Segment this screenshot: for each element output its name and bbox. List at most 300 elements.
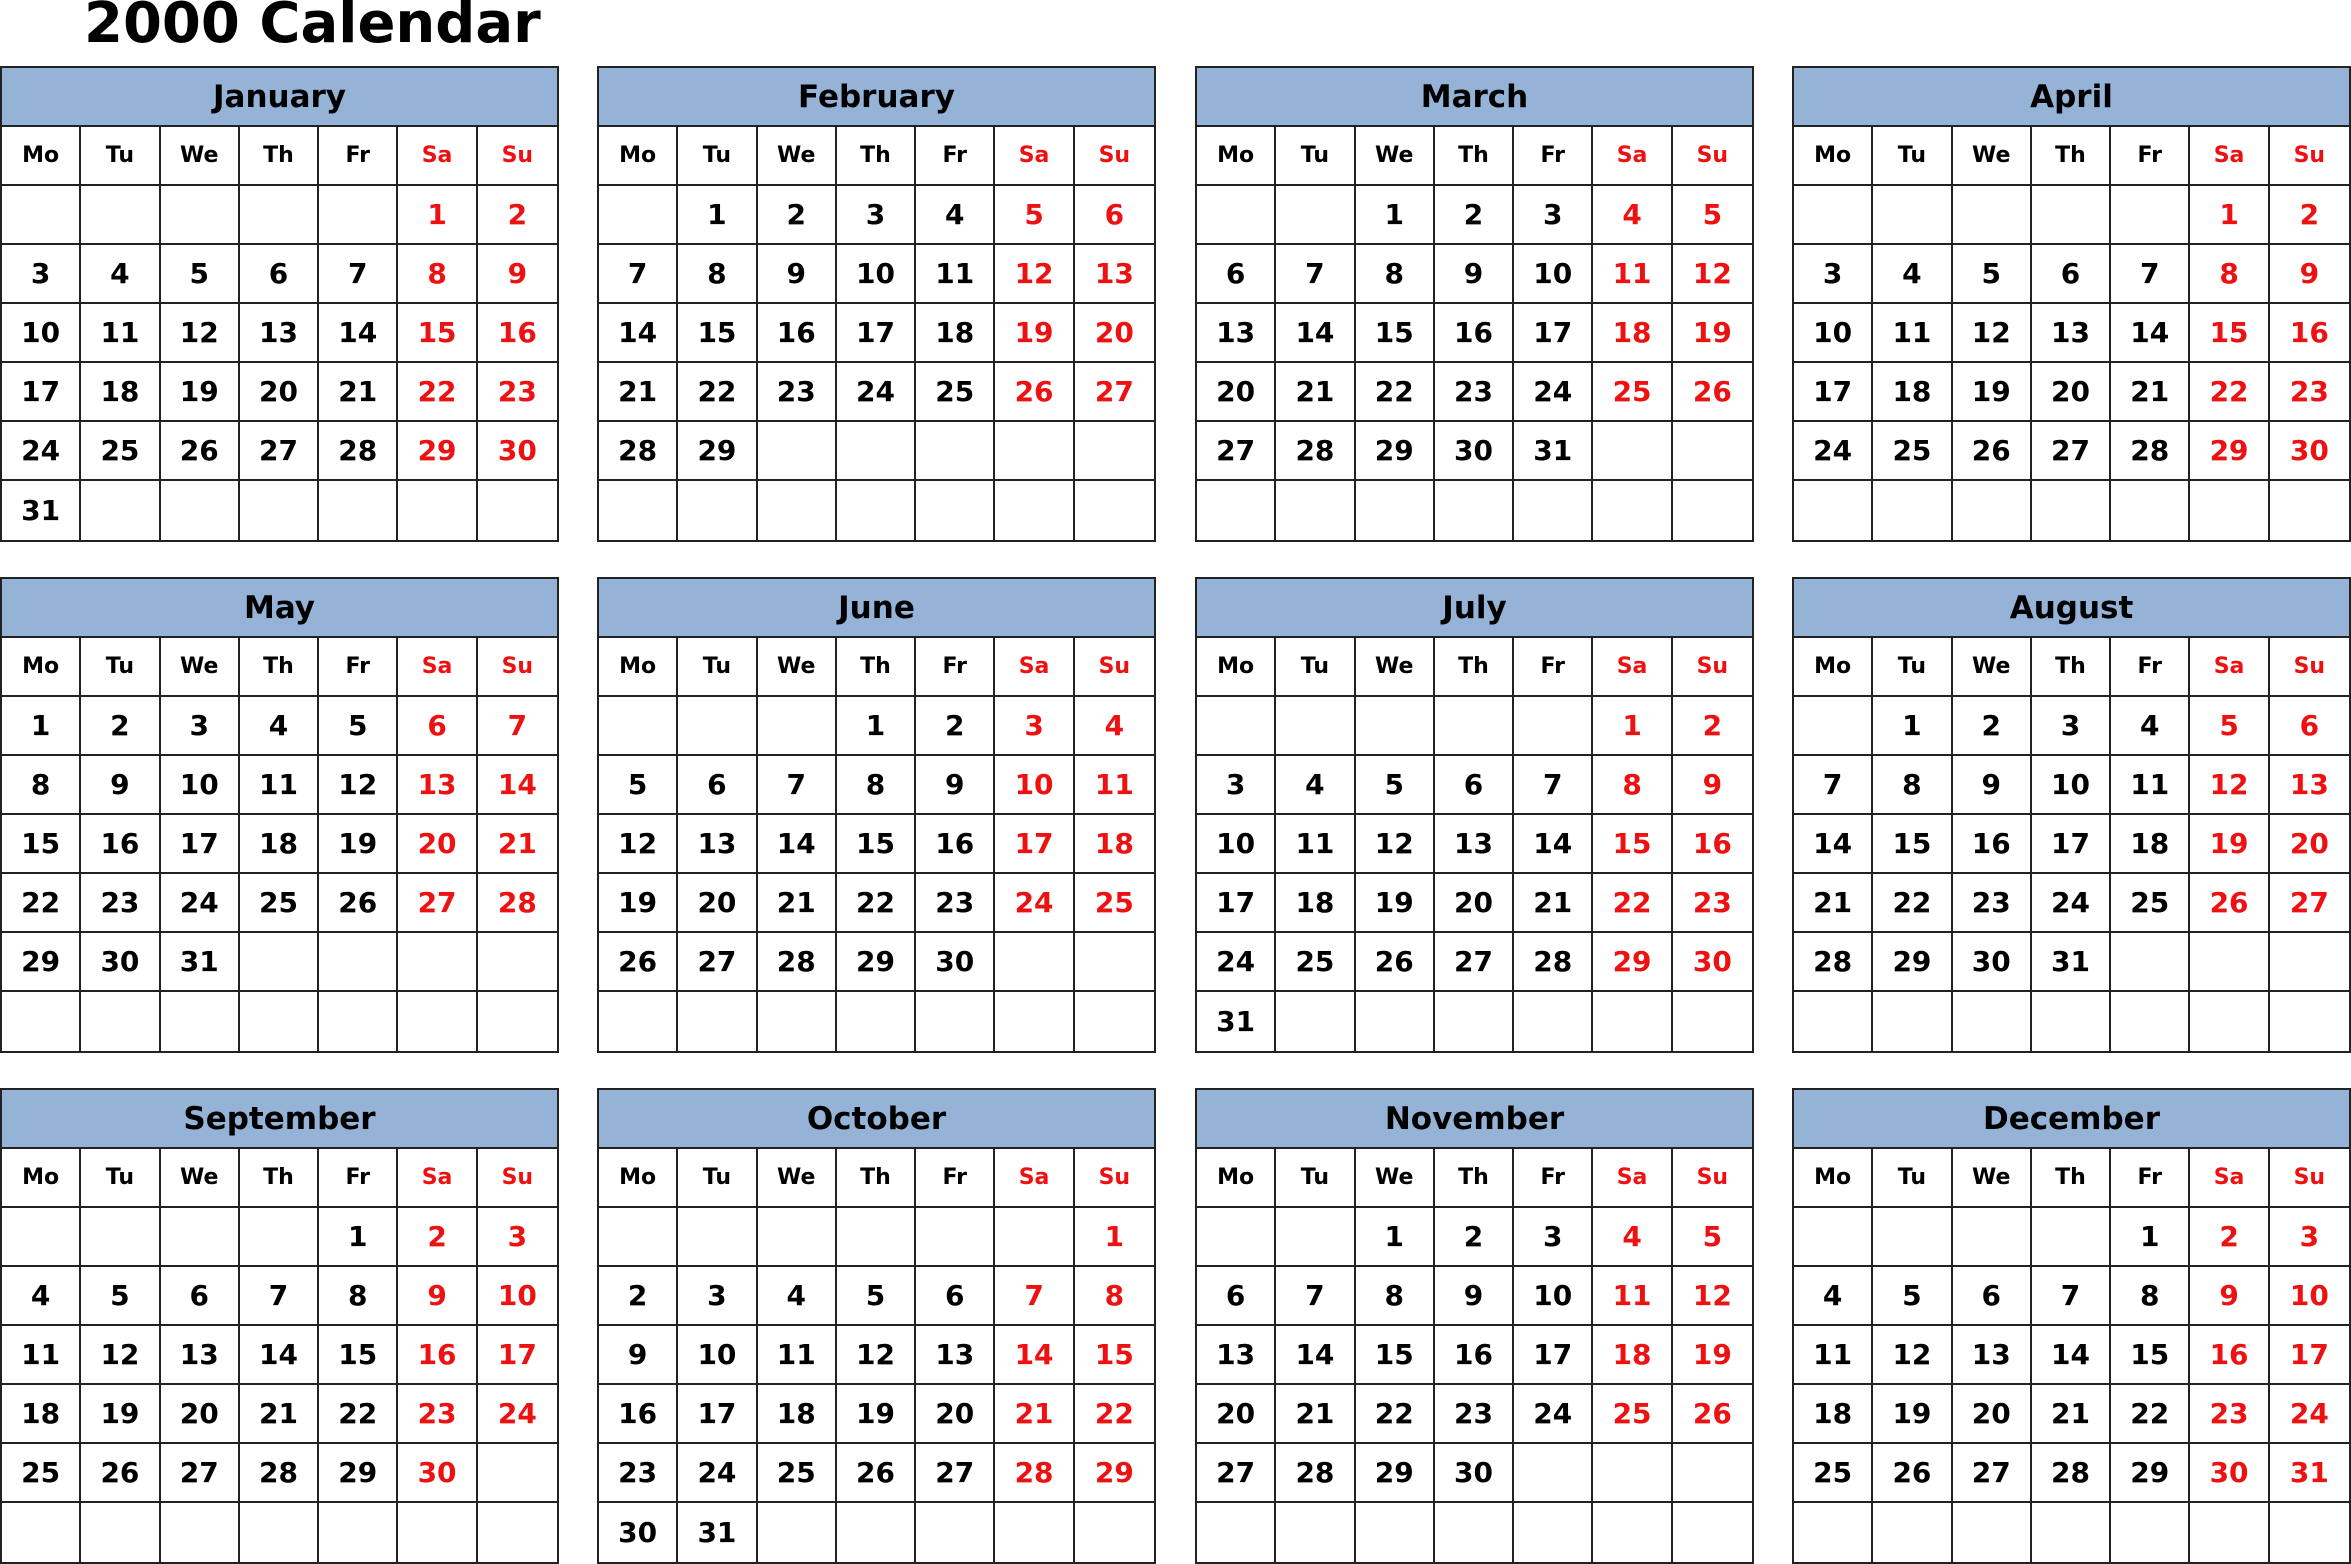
empty-cell [1197, 697, 1276, 756]
empty-cell [1794, 1503, 1873, 1562]
weekday-label: Tu [81, 127, 160, 186]
empty-cell [758, 697, 837, 756]
day-cell: 15 [2190, 304, 2269, 363]
empty-cell [398, 933, 477, 992]
day-cell: 16 [1673, 815, 1752, 874]
day-cell: 27 [240, 422, 319, 481]
day-cell: 19 [161, 363, 240, 422]
day-cell: 21 [995, 1385, 1074, 1444]
weekday-label: Th [240, 127, 319, 186]
day-cell: 30 [81, 933, 160, 992]
empty-cell [478, 933, 557, 992]
day-cell: 30 [2270, 422, 2349, 481]
day-cell: 11 [240, 756, 319, 815]
day-cell: 2 [478, 186, 557, 245]
day-cell: 7 [2111, 245, 2190, 304]
day-cell: 25 [1794, 1444, 1873, 1503]
day-cell: 13 [1953, 1326, 2032, 1385]
day-cell: 6 [1953, 1267, 2032, 1326]
day-cell: 21 [1276, 363, 1355, 422]
empty-cell [240, 186, 319, 245]
empty-cell [1276, 697, 1355, 756]
day-cell: 1 [1356, 186, 1435, 245]
day-cell: 22 [2111, 1385, 2190, 1444]
day-cell: 23 [1435, 1385, 1514, 1444]
day-cell: 10 [2270, 1267, 2349, 1326]
day-cell: 10 [995, 756, 1074, 815]
day-cell: 7 [478, 697, 557, 756]
day-cell: 9 [478, 245, 557, 304]
day-cell: 19 [995, 304, 1074, 363]
day-cell: 15 [398, 304, 477, 363]
day-cell: 28 [758, 933, 837, 992]
day-cell: 20 [2032, 363, 2111, 422]
day-cell: 13 [1075, 245, 1154, 304]
day-cell: 26 [599, 933, 678, 992]
weekday-label: Mo [1197, 638, 1276, 697]
day-cell: 19 [1953, 363, 2032, 422]
empty-cell [1435, 481, 1514, 540]
weekday-label: Tu [678, 638, 757, 697]
empty-cell [1794, 1208, 1873, 1267]
day-cell: 16 [1953, 815, 2032, 874]
day-cell: 20 [2270, 815, 2349, 874]
empty-cell [319, 992, 398, 1051]
weekday-label: Fr [2111, 1149, 2190, 1208]
day-cell: 25 [758, 1444, 837, 1503]
day-cell: 7 [240, 1267, 319, 1326]
day-cell: 7 [2032, 1267, 2111, 1326]
empty-cell [1435, 1503, 1514, 1562]
empty-cell [1356, 697, 1435, 756]
empty-cell [161, 186, 240, 245]
day-cell: 19 [2190, 815, 2269, 874]
day-cell: 14 [319, 304, 398, 363]
day-cell: 29 [319, 1444, 398, 1503]
month-name: January [2, 68, 557, 127]
day-cell: 2 [2270, 186, 2349, 245]
day-cell: 10 [1197, 815, 1276, 874]
day-cell: 22 [1356, 1385, 1435, 1444]
empty-cell [2032, 1503, 2111, 1562]
day-cell: 22 [678, 363, 757, 422]
day-cell: 3 [995, 697, 1074, 756]
weekday-label: Su [1673, 127, 1752, 186]
day-cell: 24 [1197, 933, 1276, 992]
day-cell: 6 [1197, 245, 1276, 304]
day-cell: 3 [2, 245, 81, 304]
day-cell: 20 [1197, 363, 1276, 422]
day-cell: 6 [1435, 756, 1514, 815]
empty-cell [240, 1208, 319, 1267]
day-cell: 9 [2190, 1267, 2269, 1326]
day-cell: 14 [1794, 815, 1873, 874]
day-cell: 22 [1075, 1385, 1154, 1444]
weekday-label: We [1356, 1149, 1435, 1208]
weekday-label: Tu [1873, 1149, 1952, 1208]
day-cell: 19 [1673, 304, 1752, 363]
empty-cell [837, 992, 916, 1051]
day-cell: 17 [478, 1326, 557, 1385]
day-cell: 2 [1435, 186, 1514, 245]
day-cell: 24 [1794, 422, 1873, 481]
empty-cell [161, 1503, 240, 1562]
empty-cell [837, 481, 916, 540]
empty-cell [758, 481, 837, 540]
day-cell: 24 [678, 1444, 757, 1503]
day-cell: 31 [161, 933, 240, 992]
day-cell: 27 [161, 1444, 240, 1503]
day-cell: 17 [2, 363, 81, 422]
day-cell: 2 [81, 697, 160, 756]
day-cell: 13 [398, 756, 477, 815]
empty-cell [678, 992, 757, 1051]
day-cell: 4 [1794, 1267, 1873, 1326]
day-cell: 29 [2190, 422, 2269, 481]
day-cell: 7 [599, 245, 678, 304]
empty-cell [1593, 992, 1672, 1051]
day-cell: 15 [319, 1326, 398, 1385]
day-cell: 24 [478, 1385, 557, 1444]
day-cell: 3 [1794, 245, 1873, 304]
weekday-label: Sa [398, 638, 477, 697]
day-cell: 23 [81, 874, 160, 933]
day-cell: 1 [2111, 1208, 2190, 1267]
weekday-label: Fr [1514, 127, 1593, 186]
empty-cell [2111, 481, 2190, 540]
day-cell: 5 [81, 1267, 160, 1326]
day-cell: 11 [1593, 1267, 1672, 1326]
day-cell: 9 [1435, 1267, 1514, 1326]
empty-cell [995, 1503, 1074, 1562]
day-cell: 3 [2270, 1208, 2349, 1267]
month-october [597, 1088, 1156, 1564]
day-cell: 22 [319, 1385, 398, 1444]
day-cell: 12 [1673, 245, 1752, 304]
empty-cell [916, 1208, 995, 1267]
day-cell: 13 [1197, 304, 1276, 363]
day-cell: 29 [398, 422, 477, 481]
day-cell: 6 [916, 1267, 995, 1326]
empty-cell [1514, 1503, 1593, 1562]
day-cell: 29 [1075, 1444, 1154, 1503]
empty-cell [2032, 1208, 2111, 1267]
day-cell: 31 [1197, 992, 1276, 1051]
weekday-label: We [1953, 127, 2032, 186]
day-cell: 11 [1593, 245, 1672, 304]
weekday-label: Mo [1197, 1149, 1276, 1208]
day-cell: 21 [599, 363, 678, 422]
weekday-label: Su [1673, 638, 1752, 697]
day-cell: 23 [599, 1444, 678, 1503]
empty-cell [1276, 1208, 1355, 1267]
day-cell: 12 [161, 304, 240, 363]
day-cell: 5 [319, 697, 398, 756]
day-cell: 23 [398, 1385, 477, 1444]
month-name: August [1794, 579, 2349, 638]
day-cell: 4 [240, 697, 319, 756]
day-cell: 29 [1873, 933, 1952, 992]
day-cell: 30 [478, 422, 557, 481]
month-november [1195, 1088, 1754, 1564]
weekday-label: Th [1435, 638, 1514, 697]
day-cell: 29 [678, 422, 757, 481]
empty-cell [1276, 1503, 1355, 1562]
day-cell: 8 [1356, 1267, 1435, 1326]
day-cell: 13 [1435, 815, 1514, 874]
day-cell: 29 [1356, 422, 1435, 481]
empty-cell [1953, 992, 2032, 1051]
empty-cell [478, 1503, 557, 1562]
day-cell: 4 [1276, 756, 1355, 815]
empty-cell [837, 422, 916, 481]
day-cell: 13 [240, 304, 319, 363]
empty-cell [478, 992, 557, 1051]
empty-cell [995, 1208, 1074, 1267]
weekday-label: Fr [2111, 127, 2190, 186]
day-cell: 10 [2032, 756, 2111, 815]
month-february [597, 66, 1156, 542]
day-cell: 18 [1593, 304, 1672, 363]
day-cell: 11 [916, 245, 995, 304]
day-cell: 5 [1356, 756, 1435, 815]
empty-cell [1514, 697, 1593, 756]
month-june [597, 577, 1156, 1053]
day-cell: 16 [2190, 1326, 2269, 1385]
empty-cell [1075, 1503, 1154, 1562]
day-cell: 19 [319, 815, 398, 874]
day-cell: 26 [319, 874, 398, 933]
day-cell: 26 [1356, 933, 1435, 992]
day-cell: 7 [1514, 756, 1593, 815]
month-april [1792, 66, 2351, 542]
month-january [0, 66, 559, 542]
empty-cell [81, 186, 160, 245]
day-cell: 15 [2111, 1326, 2190, 1385]
empty-cell [1356, 481, 1435, 540]
day-cell: 10 [1794, 304, 1873, 363]
day-cell: 27 [1197, 422, 1276, 481]
day-cell: 8 [678, 245, 757, 304]
day-cell: 16 [599, 1385, 678, 1444]
day-cell: 24 [837, 363, 916, 422]
weekday-label: We [758, 638, 837, 697]
day-cell: 5 [1673, 1208, 1752, 1267]
day-cell: 1 [1593, 697, 1672, 756]
day-cell: 20 [161, 1385, 240, 1444]
day-cell: 12 [599, 815, 678, 874]
day-cell: 22 [1356, 363, 1435, 422]
empty-cell [161, 481, 240, 540]
day-cell: 28 [995, 1444, 1074, 1503]
month-name: June [599, 579, 1154, 638]
empty-cell [1276, 186, 1355, 245]
day-cell: 15 [1593, 815, 1672, 874]
empty-cell [2190, 481, 2269, 540]
day-cell: 22 [1593, 874, 1672, 933]
weekday-label: Tu [1873, 127, 1952, 186]
day-cell: 18 [81, 363, 160, 422]
day-cell: 16 [2270, 304, 2349, 363]
day-cell: 20 [1953, 1385, 2032, 1444]
empty-cell [995, 481, 1074, 540]
day-cell: 9 [2270, 245, 2349, 304]
day-cell: 16 [1435, 1326, 1514, 1385]
day-cell: 1 [2, 697, 81, 756]
day-cell: 23 [478, 363, 557, 422]
weekday-label: Mo [1794, 638, 1873, 697]
day-cell: 11 [1794, 1326, 1873, 1385]
empty-cell [916, 481, 995, 540]
day-cell: 13 [161, 1326, 240, 1385]
day-cell: 23 [1953, 874, 2032, 933]
weekday-label: Su [478, 1149, 557, 1208]
day-cell: 9 [1435, 245, 1514, 304]
day-cell: 10 [678, 1326, 757, 1385]
empty-cell [916, 1503, 995, 1562]
weekday-label: Mo [1197, 127, 1276, 186]
day-cell: 2 [398, 1208, 477, 1267]
month-name: October [599, 1090, 1154, 1149]
empty-cell [678, 481, 757, 540]
day-cell: 16 [478, 304, 557, 363]
page-title: 2000 Calendar [84, 0, 541, 56]
day-cell: 30 [1673, 933, 1752, 992]
empty-cell [599, 481, 678, 540]
weekday-label: Fr [1514, 638, 1593, 697]
day-cell: 27 [1075, 363, 1154, 422]
day-cell: 20 [1075, 304, 1154, 363]
day-cell: 7 [995, 1267, 1074, 1326]
day-cell: 8 [837, 756, 916, 815]
day-cell: 12 [81, 1326, 160, 1385]
empty-cell [2270, 992, 2349, 1051]
day-cell: 17 [2270, 1326, 2349, 1385]
weekday-label: Th [1435, 1149, 1514, 1208]
day-cell: 25 [81, 422, 160, 481]
weekday-label: Th [240, 1149, 319, 1208]
day-cell: 11 [758, 1326, 837, 1385]
day-cell: 23 [2190, 1385, 2269, 1444]
day-cell: 17 [161, 815, 240, 874]
day-cell: 25 [916, 363, 995, 422]
empty-cell [1075, 481, 1154, 540]
day-cell: 12 [319, 756, 398, 815]
empty-cell [2, 992, 81, 1051]
day-cell: 31 [1514, 422, 1593, 481]
day-cell: 5 [1953, 245, 2032, 304]
empty-cell [1514, 1444, 1593, 1503]
empty-cell [995, 992, 1074, 1051]
empty-cell [2, 1503, 81, 1562]
day-cell: 30 [1953, 933, 2032, 992]
day-cell: 11 [1276, 815, 1355, 874]
day-cell: 3 [2032, 697, 2111, 756]
day-cell: 22 [837, 874, 916, 933]
day-cell: 12 [1356, 815, 1435, 874]
day-cell: 10 [2, 304, 81, 363]
day-cell: 27 [1197, 1444, 1276, 1503]
day-cell: 14 [995, 1326, 1074, 1385]
weekday-label: Mo [2, 127, 81, 186]
day-cell: 24 [2, 422, 81, 481]
weekday-label: Tu [1276, 1149, 1355, 1208]
day-cell: 29 [837, 933, 916, 992]
day-cell: 9 [1953, 756, 2032, 815]
day-cell: 24 [1514, 363, 1593, 422]
day-cell: 22 [398, 363, 477, 422]
empty-cell [240, 481, 319, 540]
empty-cell [240, 992, 319, 1051]
month-name: May [2, 579, 557, 638]
empty-cell [81, 481, 160, 540]
empty-cell [758, 422, 837, 481]
empty-cell [2111, 1503, 2190, 1562]
empty-cell [2032, 992, 2111, 1051]
day-cell: 7 [758, 756, 837, 815]
day-cell: 7 [1276, 245, 1355, 304]
weekday-label: Th [837, 127, 916, 186]
day-cell: 7 [1276, 1267, 1355, 1326]
day-cell: 12 [1873, 1326, 1952, 1385]
empty-cell [1435, 697, 1514, 756]
weekday-label: Fr [2111, 638, 2190, 697]
day-cell: 26 [1673, 1385, 1752, 1444]
day-cell: 9 [758, 245, 837, 304]
day-cell: 8 [2, 756, 81, 815]
weekday-label: Su [2270, 638, 2349, 697]
day-cell: 2 [916, 697, 995, 756]
day-cell: 8 [2190, 245, 2269, 304]
weekday-label: Sa [1593, 1149, 1672, 1208]
day-cell: 30 [599, 1503, 678, 1562]
day-cell: 3 [678, 1267, 757, 1326]
day-cell: 5 [1673, 186, 1752, 245]
empty-cell [478, 1444, 557, 1503]
day-cell: 9 [398, 1267, 477, 1326]
day-cell: 11 [1075, 756, 1154, 815]
empty-cell [398, 992, 477, 1051]
day-cell: 23 [1673, 874, 1752, 933]
month-name: July [1197, 579, 1752, 638]
day-cell: 30 [398, 1444, 477, 1503]
weekday-label: Th [837, 638, 916, 697]
empty-cell [1794, 992, 1873, 1051]
day-cell: 21 [319, 363, 398, 422]
day-cell: 17 [1197, 874, 1276, 933]
day-cell: 14 [1276, 1326, 1355, 1385]
day-cell: 28 [2111, 422, 2190, 481]
weekday-label: We [1953, 1149, 2032, 1208]
day-cell: 8 [1873, 756, 1952, 815]
empty-cell [319, 1503, 398, 1562]
empty-cell [1953, 481, 2032, 540]
weekday-label: Fr [319, 1149, 398, 1208]
day-cell: 4 [1593, 186, 1672, 245]
empty-cell [599, 992, 678, 1051]
day-cell: 30 [1435, 422, 1514, 481]
weekday-label: Su [2270, 127, 2349, 186]
month-name: February [599, 68, 1154, 127]
day-cell: 1 [398, 186, 477, 245]
weekday-label: Sa [398, 1149, 477, 1208]
month-name: December [1794, 1090, 2349, 1149]
empty-cell [758, 992, 837, 1051]
day-cell: 18 [1075, 815, 1154, 874]
weekday-label: Su [1075, 638, 1154, 697]
weekday-label: Th [2032, 1149, 2111, 1208]
day-cell: 14 [240, 1326, 319, 1385]
